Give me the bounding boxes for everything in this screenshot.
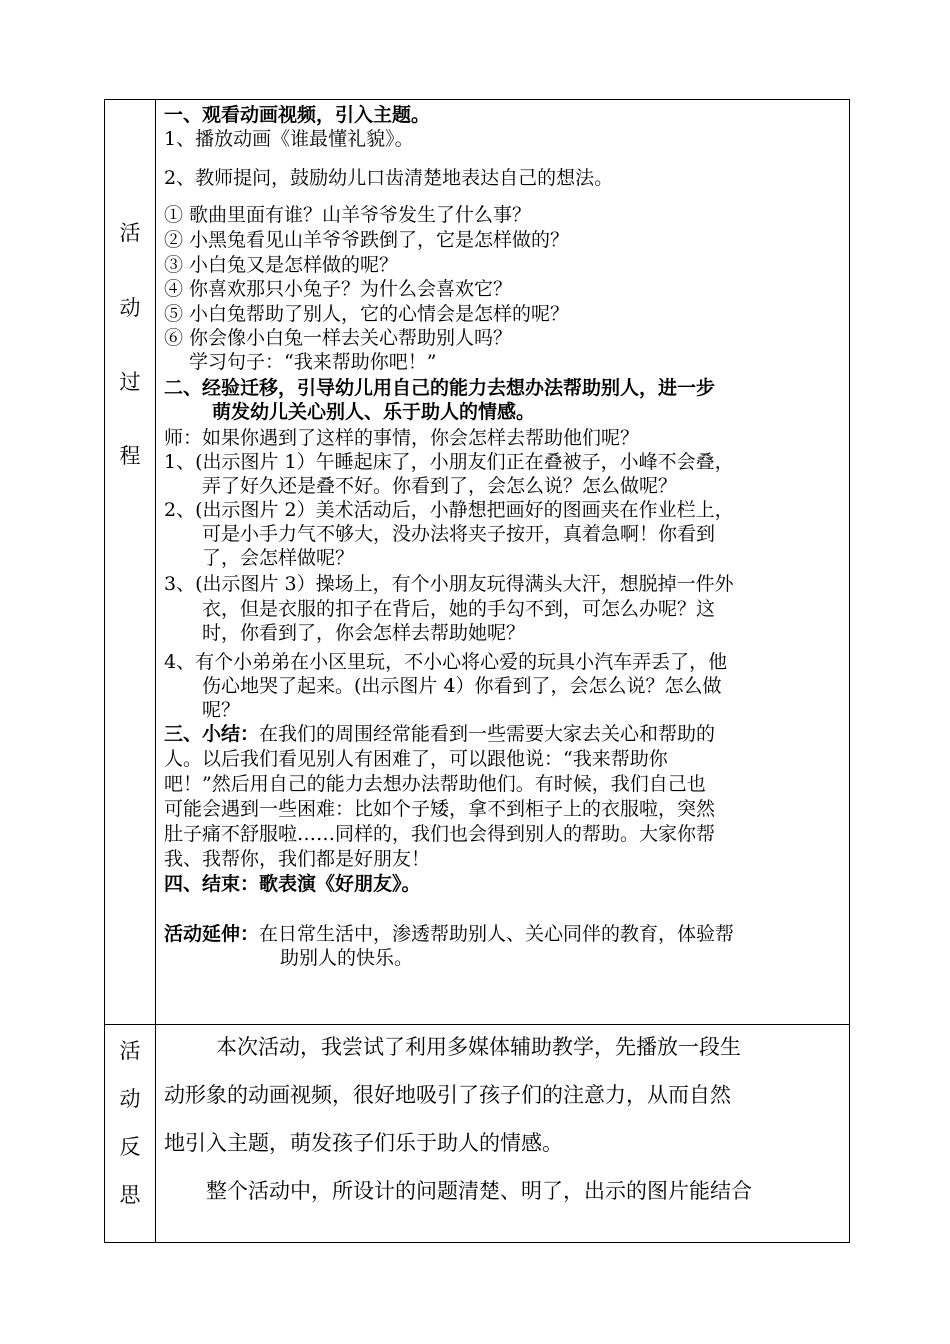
label-char: 活	[119, 221, 141, 245]
label-char: 反	[119, 1135, 141, 1159]
summary-text-cont: 我、我帮你，我们都是好朋友！	[164, 848, 431, 870]
label-char: 动	[119, 296, 141, 320]
picture3-text-cont: 衣，但是衣服的扣子在背后，她的手勾不到，可怎么办呢？这	[202, 598, 716, 620]
summary-text-cont: 可能会遇到一些困难：比如个子矮，拿不到柜子上的衣服啦，突然	[164, 798, 716, 820]
question-6: ⑥ 你会像小白兔一样去关心帮助别人吗？	[164, 327, 513, 349]
summary-text: 在我们的周围经常能看到一些需要大家去关心和帮助的	[259, 723, 716, 745]
extension-line	[164, 922, 734, 946]
picture1-text: 1、(出示图片 1）午睡起床了，小朋友们正在叠被子，小峰不会叠，	[164, 451, 734, 473]
picture3-text-cont: 时，你看到了，你会怎样去帮助她呢？	[202, 622, 526, 644]
picture4-text: 4、有个小弟弟在小区里玩，不小心将心爱的玩具小汽车弄丢了，他	[164, 651, 728, 673]
lesson-plan-table	[104, 99, 850, 1243]
column-divider	[155, 100, 156, 1242]
section2-heading-cont: 萌发幼儿关心别人、乐于助人的情感。	[212, 401, 536, 423]
extension-text: 在日常生活中，渗透帮助别人、关心同伴的教育，体验帮	[259, 923, 735, 945]
summary-text-cont: 吧！”然后用自己的能力去想办法帮助他们。有时候，我们自己也	[164, 773, 706, 795]
picture4-text-cont: 呢？	[202, 699, 241, 721]
label-char: 程	[119, 444, 141, 468]
label-char: 思	[119, 1183, 141, 1207]
summary-heading: 三、小结：	[164, 723, 260, 745]
question-1: ① 歌曲里面有谁？山羊爷爷发生了什么事？	[164, 204, 532, 226]
label-char: 活	[119, 1039, 141, 1063]
summary-text-cont: 肚子痛不舒服啦……同样的，我们也会得到别人的帮助。大家你帮	[164, 823, 716, 845]
section4-heading: 四、结束：歌表演《好朋友》。	[164, 873, 421, 895]
label-char: 动	[119, 1087, 141, 1111]
reflection-line: 地引入主题，萌发孩子们乐于助人的情感。	[164, 1131, 563, 1155]
picture2-text-cont: 可是小手力气不够大，没办法将夹子按开，真着急啊！你看到	[202, 523, 716, 545]
reflection-line: 动形象的动画视频，很好地吸引了孩子们的注意力，从而自然	[164, 1083, 731, 1107]
learn-sentence: 学习句子：“我来帮助你吧！”	[189, 351, 437, 373]
question-5: ⑤ 小白兔帮助了别人，它的心情会是怎样的呢？	[164, 303, 570, 325]
row-divider	[105, 1024, 849, 1025]
section1-item1: 1、播放动画《谁最懂礼貌》。	[164, 128, 414, 150]
question-2: ② 小黑兔看见山羊爷爷跌倒了，它是怎样做的？	[164, 229, 570, 251]
section2-heading: 二、经验迁移，引导幼儿用自己的能力去想办法帮助别人，进一步	[164, 377, 716, 399]
teacher-question: 师：如果你遇到了这样的事情，你会怎样去帮助他们呢？	[164, 427, 640, 449]
summary-line	[164, 722, 715, 746]
label-char: 过	[119, 370, 141, 394]
summary-text-cont: 人。以后我们看见别人有困难了，可以跟他说：“我来帮助你	[164, 748, 668, 770]
picture4-text-cont: 伤心地哭了起来。(出示图片 4）你看到了，会怎么说？怎么做	[202, 675, 722, 697]
reflection-line: 整个活动中，所设计的问题清楚、明了，出示的图片能结合	[206, 1179, 752, 1203]
picture1-text-cont: 弄了好久还是叠不好。你看到了，会怎么说？怎么做呢？	[202, 475, 678, 497]
section1-item2: 2、教师提问，鼓励幼儿口齿清楚地表达自己的想法。	[164, 167, 614, 189]
extension-heading: 活动延伸：	[164, 923, 260, 945]
question-4: ④ 你喜欢那只小兔子？为什么会喜欢它？	[164, 278, 513, 300]
picture3-text: 3、(出示图片 3）操场上，有个小朋友玩得满头大汗，想脱掉一件外	[164, 573, 734, 595]
picture2-text-cont: 了，会怎样做呢？	[202, 547, 355, 569]
reflection-line: 本次活动，我尝试了利用多媒体辅助教学，先播放一段生	[216, 1035, 741, 1059]
section1-heading: 一、观看动画视频，引入主题。	[164, 104, 431, 126]
question-3: ③ 小白兔又是怎样做的呢？	[164, 254, 399, 276]
picture2-text: 2、(出示图片 2）美术活动后，小静想把画好的图画夹在作业栏上，	[164, 499, 734, 521]
extension-text-cont: 助别人的快乐。	[280, 947, 414, 969]
